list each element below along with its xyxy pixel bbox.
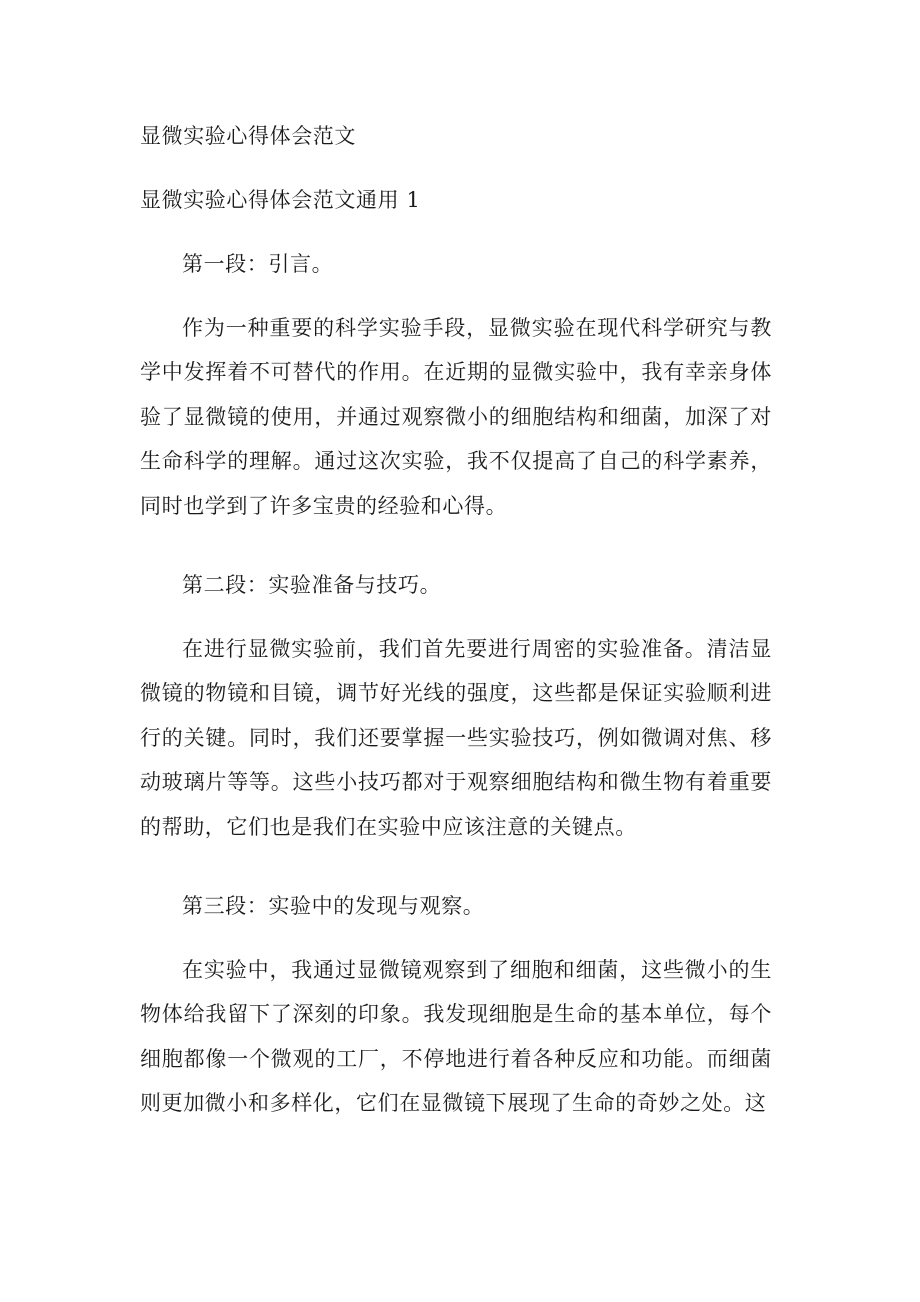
section-3-heading: 第三段：实验中的发现与观察。 (182, 894, 485, 918)
section-2-body: 在进行显微实验前，我们首先要进行周密的实验准备。清洁显微镜的物镜和目镜，调节好光线的强度，这些都是保证实验顺利进行的关键。同时，我们还要掌握一些实验技巧，例如微调对焦、移动玻璃片等等。这些小技巧都对于观察细胞结构和微生物有着重要的帮助，它们也是我们在实验中应该注意的关键点。 (140, 637, 772, 839)
section-1-body: 作为一种重要的科学实验手段，显微实验在现代科学研究与教学中发挥着不可替代的作用。在近期的显微实验中，我有幸亲身体验了显微镜的使用，并通过观察微小的细胞结构和细菌，加深了对生命科学的理解。通过这次实验，我不仅提高了自己的科学素养，同时也学到了许多宝贵的经验和心得。 (140, 316, 772, 518)
section-1-heading: 第一段：引言。 (182, 252, 334, 276)
document-subtitle: 显微实验心得体会范文通用 1 (140, 188, 421, 212)
section-2-heading: 第二段：实验准备与技巧。 (182, 573, 442, 597)
document-title: 显微实验心得体会范文 (140, 124, 356, 148)
section-3-body: 在实验中，我通过显微镜观察到了细胞和细菌，这些微小的生物体给我留下了深刻的印象。我发现细胞是生命的基本单位，每个细胞都像一个微观的工厂，不停地进行着各种反应和功能。而细菌则更加微小和多样化，它们在显微镜下展现了生命的奇妙之处。这 (140, 958, 772, 1116)
